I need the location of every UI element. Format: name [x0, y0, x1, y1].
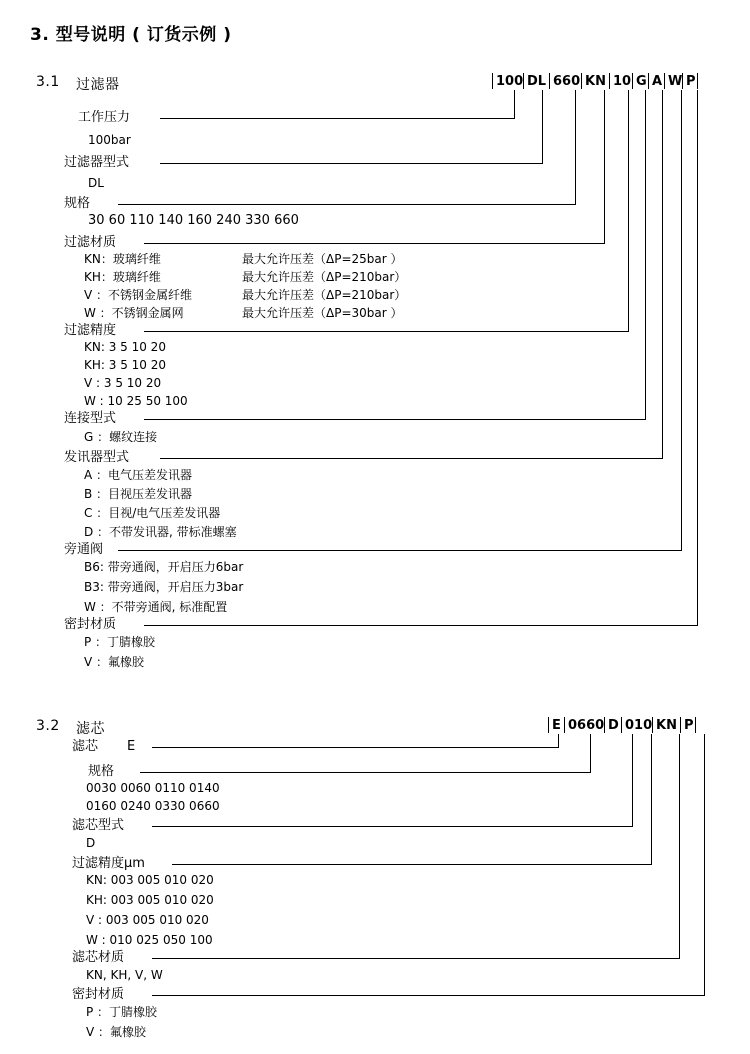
group-value: P ：丁腈橡胶 — [84, 635, 156, 649]
group-value: C ：目视/电气压差发讯器 — [84, 506, 221, 520]
leader-line — [152, 747, 558, 748]
code-cell: 0660 — [564, 717, 605, 733]
leader-line — [604, 90, 605, 244]
group-value: KN: 3 5 10 20 — [84, 340, 166, 354]
group-value-note: 最大允许压差（ΔP=25bar ） — [242, 252, 403, 266]
group-label: 旁通阀 — [64, 542, 104, 557]
code-cell: W — [664, 73, 683, 89]
leader-line — [152, 826, 632, 827]
group-value: E — [127, 739, 136, 754]
group-value: DL — [88, 176, 104, 190]
leader-line — [651, 734, 652, 865]
group-label: 滤芯材质 — [72, 950, 125, 965]
group-value: KH：玻璃纤维 — [84, 270, 161, 284]
group-value: 0030 0060 0110 0140 — [86, 781, 220, 795]
leader-line — [118, 550, 681, 551]
code-cell: DL — [523, 73, 550, 89]
leader-line — [144, 419, 645, 420]
group-value: 0160 0240 0330 0660 — [86, 799, 220, 813]
leader-line — [645, 90, 646, 420]
group-label: 连接型式 — [64, 411, 117, 426]
group-label: 过滤器型式 — [64, 155, 130, 170]
code-cell: P — [682, 73, 698, 89]
leader-line — [172, 864, 651, 865]
group-value: V : 3 5 10 20 — [84, 376, 162, 390]
code-cell: 10 — [609, 73, 633, 89]
group-label: 规格 — [64, 196, 91, 211]
leader-line — [697, 90, 698, 626]
leader-line — [632, 734, 633, 827]
group-value: A ：电气压差发讯器 — [84, 468, 193, 482]
code-cell: D — [604, 717, 622, 733]
leader-line — [152, 958, 679, 959]
group-value-note: 最大允许压差（ΔP=30bar ） — [242, 306, 403, 320]
leader-line — [628, 90, 629, 332]
group-value: W : 010 025 050 100 — [86, 933, 213, 947]
group-value: 100bar — [88, 133, 131, 147]
group-value: KN, KH, V, W — [86, 968, 163, 982]
leader-line — [160, 118, 514, 119]
group-label: 密封材质 — [72, 987, 125, 1002]
group-label: 滤芯型式 — [72, 818, 125, 833]
group-label: 过滤精度μm — [72, 856, 145, 871]
section-3-2-number: 3.2 — [36, 718, 60, 734]
group-label: 过滤精度 — [64, 323, 117, 338]
group-label: 过滤材质 — [64, 235, 117, 250]
group-value: B ：目视压差发讯器 — [84, 487, 193, 501]
code-cell: 100 — [492, 73, 524, 89]
group-label: 规格 — [88, 764, 115, 779]
leader-line — [152, 995, 704, 996]
code-cell: 010 — [621, 717, 653, 733]
leader-line — [160, 163, 542, 164]
group-value: V ：不锈钢金属纤维 — [84, 288, 193, 302]
code-cell: KN — [581, 73, 610, 89]
group-value: V ：氟橡胶 — [84, 655, 145, 669]
leader-line — [704, 734, 705, 996]
group-value: V : 003 005 010 020 — [86, 913, 209, 927]
group-value: V ：氟橡胶 — [86, 1025, 147, 1039]
group-label: 滤芯 — [72, 739, 99, 754]
leader-line — [590, 734, 591, 773]
group-value: B3: 带旁通阀，开启压力3bar — [84, 580, 244, 594]
leader-line — [118, 204, 575, 205]
leader-line — [542, 90, 543, 164]
group-value: D ：不带发讯器, 带标准螺塞 — [84, 525, 237, 539]
group-value: P ：丁腈橡胶 — [86, 1005, 158, 1019]
group-value: W : 10 25 50 100 — [84, 394, 188, 408]
section-3-1-title: 过滤器 — [76, 77, 120, 93]
leader-line — [144, 243, 604, 244]
group-value: KH: 003 005 010 020 — [86, 893, 214, 907]
code-cell: 660 — [549, 73, 582, 89]
group-label: 工作压力 — [78, 110, 131, 125]
group-value: 30 60 110 140 160 240 330 660 — [88, 213, 299, 228]
group-value: KN：玻璃纤维 — [84, 252, 161, 266]
leader-line — [662, 90, 663, 459]
group-value: W ：不锈钢金属网 — [84, 306, 184, 320]
leader-line — [144, 331, 628, 332]
leader-line — [681, 90, 682, 551]
group-value: KN: 003 005 010 020 — [86, 873, 214, 887]
group-value-note: 最大允许压差（ΔP=210bar） — [242, 288, 407, 302]
code-cell: G — [632, 73, 649, 89]
leader-line — [679, 734, 680, 959]
code-cell: P — [680, 717, 696, 733]
group-label: 发讯器型式 — [64, 450, 130, 465]
page-title: 3. 型号说明 ( 订货示例 ) — [30, 25, 232, 45]
code-cell: A — [648, 73, 665, 89]
model-code-row-filter — [493, 73, 698, 89]
section-3-1-number: 3.1 — [36, 74, 60, 90]
leader-line — [160, 458, 662, 459]
group-value: KH: 3 5 10 20 — [84, 358, 167, 372]
group-value: W ：不带旁通阀, 标准配置 — [84, 600, 228, 614]
group-label: 密封材质 — [64, 617, 117, 632]
group-value-note: 最大允许压差（ΔP=210bar） — [242, 270, 407, 284]
model-code-row-element — [549, 717, 696, 733]
leader-line — [140, 772, 590, 773]
code-cell: KN — [652, 717, 681, 733]
code-cell: E — [548, 717, 565, 733]
leader-line — [144, 625, 697, 626]
section-3-2-title: 滤芯 — [76, 721, 105, 737]
group-value: G ：螺纹连接 — [84, 430, 158, 444]
group-value: B6: 带旁通阀，开启压力6bar — [84, 560, 244, 574]
leader-line — [575, 90, 576, 205]
leader-line — [558, 734, 559, 748]
group-value: D — [86, 836, 96, 850]
leader-line — [514, 90, 515, 119]
